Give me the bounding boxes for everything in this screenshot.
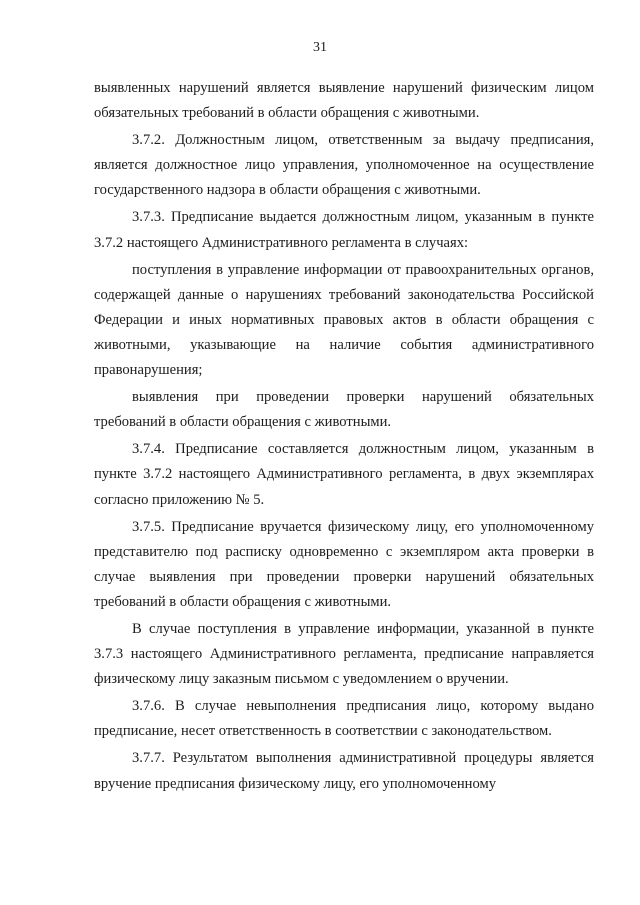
- paragraph-case-violations-detected: выявления при проведении проверки нарушений обязательных требований в области обращения с животными.: [94, 389, 594, 431]
- page-number: 31: [313, 40, 327, 55]
- paragraph-3-7-7: 3.7.7. Результатом выполнения административной процедуры является вручение предписания физическому лицу, его уполномоченному: [94, 750, 594, 792]
- paragraph-case-information-received: поступления в управление информации от правоохранительных органов, содержащей данные о нарушениях требований законодательства Российской Федерации и иных нормативных правовых актов в области обращения с животными, указывающие на наличие события административного правонарушения;: [94, 261, 594, 379]
- paragraph-3-7-5: 3.7.5. Предписание вручается физическому лицу, его уполномоченному представителю под расписку одновременно с экземпляром акта проверки в случае выявления при проведении проверки нарушений обязательных требований в области обращения с животными.: [94, 518, 594, 610]
- paragraph-delivery-by-mail: В случае поступления в управление информации, указанной в пункте 3.7.3 настоящего Административного регламента, предписание направляется физическому лицу заказным письмом с уведомлением о вручении.: [94, 620, 594, 688]
- paragraph-continuation: выявленных нарушений является выявление нарушений физическим лицом обязательных требований в области обращения с животными.: [94, 80, 594, 122]
- paragraph-3-7-2: 3.7.2. Должностным лицом, ответственным за выдачу предписания, является должностное лицо управления, уполномоченное на осуществление государственного надзора в области обращения с животными.: [94, 132, 594, 199]
- document-body: [94, 76, 594, 797]
- paragraph-3-7-4: 3.7.4. Предписание составляется должностным лицом, указанным в пункте 3.7.2 настоящего Административного регламента, в двух экземплярах согласно приложению № 5.: [94, 441, 594, 508]
- paragraph-3-7-6: 3.7.6. В случае невыполнения предписания лицо, которому выдано предписание, несет ответственность в соответствии с законодательством.: [94, 698, 594, 740]
- paragraph-3-7-3: 3.7.3. Предписание выдается должностным лицом, указанным в пункте 3.7.2 настоящего Административного регламента в случаях:: [94, 209, 594, 251]
